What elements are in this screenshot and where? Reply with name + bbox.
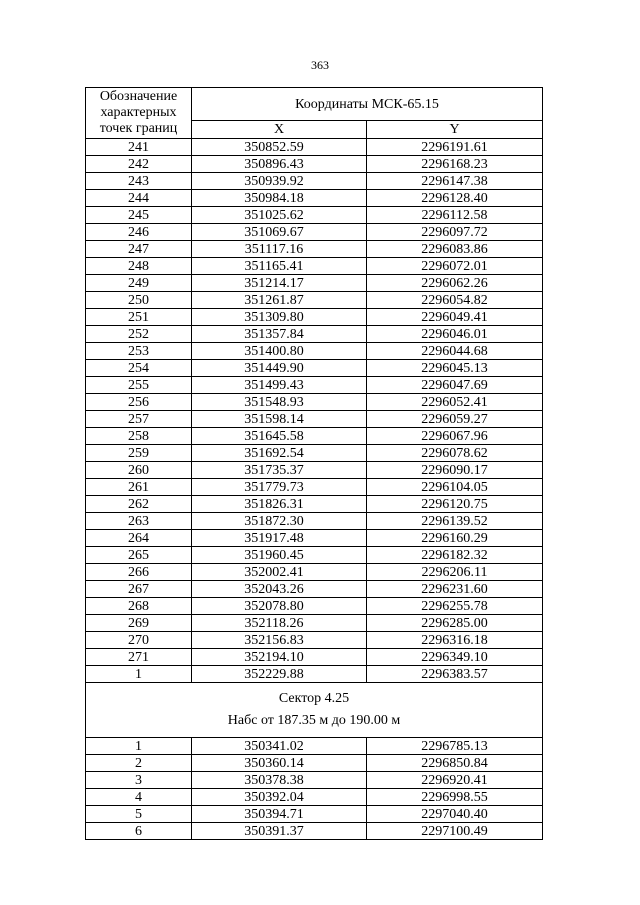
- y-value-cell: 2296147.38: [367, 173, 543, 190]
- table-row: [86, 139, 543, 156]
- point-id-cell: 251: [86, 309, 192, 326]
- table-row: [86, 530, 543, 547]
- point-id-cell: 2: [86, 755, 192, 772]
- y-value-cell: 2296090.17: [367, 462, 543, 479]
- table-row: [86, 275, 543, 292]
- table-row: [86, 343, 543, 360]
- x-value-cell: 351025.62: [192, 207, 367, 224]
- x-value-cell: 351069.67: [192, 224, 367, 241]
- table-row: [86, 772, 543, 789]
- point-id-cell: 246: [86, 224, 192, 241]
- y-value-cell: 2296104.05: [367, 479, 543, 496]
- table-row: [86, 360, 543, 377]
- x-value-cell: 351165.41: [192, 258, 367, 275]
- x-value-cell: 352078.80: [192, 598, 367, 615]
- x-value-cell: 351261.87: [192, 292, 367, 309]
- y-value-cell: 2296785.13: [367, 738, 543, 755]
- point-id-cell: 260: [86, 462, 192, 479]
- point-id-cell: 250: [86, 292, 192, 309]
- table-row: [86, 789, 543, 806]
- point-id-cell: 245: [86, 207, 192, 224]
- point-id-cell: 249: [86, 275, 192, 292]
- y-value-cell: 2296062.26: [367, 275, 543, 292]
- point-id-cell: 242: [86, 156, 192, 173]
- y-value-cell: 2297040.40: [367, 806, 543, 823]
- x-value-cell: 350852.59: [192, 139, 367, 156]
- point-id-cell: 266: [86, 564, 192, 581]
- x-value-cell: 351735.37: [192, 462, 367, 479]
- point-id-cell: 244: [86, 190, 192, 207]
- point-id-cell: 243: [86, 173, 192, 190]
- table-row: [86, 666, 543, 683]
- y-value-cell: 2296383.57: [367, 666, 543, 683]
- y-value-cell: 2296349.10: [367, 649, 543, 666]
- point-id-cell: 1: [86, 666, 192, 683]
- sector-row: [86, 683, 543, 738]
- y-value-cell: 2296049.41: [367, 309, 543, 326]
- sector-subtitle: Набс от 187.35 м до 190.00 м: [227, 713, 401, 728]
- table-row: [86, 823, 543, 840]
- point-id-cell: 248: [86, 258, 192, 275]
- y-value-cell: 2297100.49: [367, 823, 543, 840]
- rows-part2: [86, 738, 543, 840]
- table-row: [86, 496, 543, 513]
- y-value-cell: 2296046.01: [367, 326, 543, 343]
- y-value-cell: 2296067.96: [367, 428, 543, 445]
- point-id-cell: 241: [86, 139, 192, 156]
- x-value-cell: 352229.88: [192, 666, 367, 683]
- table-row: [86, 598, 543, 615]
- point-id-cell: 258: [86, 428, 192, 445]
- y-value-cell: 2296160.29: [367, 530, 543, 547]
- x-value-cell: 350939.92: [192, 173, 367, 190]
- rows-part1: [86, 139, 543, 683]
- table-row: [86, 394, 543, 411]
- x-value-cell: 351779.73: [192, 479, 367, 496]
- y-value-cell: 2296045.13: [367, 360, 543, 377]
- x-value-cell: 351214.17: [192, 275, 367, 292]
- y-value-cell: 2296206.11: [367, 564, 543, 581]
- x-value-cell: 350394.71: [192, 806, 367, 823]
- table-header: [86, 88, 543, 139]
- point-header-line-1: Обозначение: [99, 89, 178, 104]
- point-id-cell: 265: [86, 547, 192, 564]
- point-id-cell: 269: [86, 615, 192, 632]
- point-id-cell: 1: [86, 738, 192, 755]
- table-row: [86, 292, 543, 309]
- x-value-cell: 351548.93: [192, 394, 367, 411]
- y-value-cell: 2296059.27: [367, 411, 543, 428]
- point-id-cell: 268: [86, 598, 192, 615]
- point-id-cell: 256: [86, 394, 192, 411]
- table-row: [86, 462, 543, 479]
- y-value-cell: 2296139.52: [367, 513, 543, 530]
- table-row: [86, 547, 543, 564]
- x-value-cell: 351960.45: [192, 547, 367, 564]
- x-value-cell: 350896.43: [192, 156, 367, 173]
- point-id-cell: 263: [86, 513, 192, 530]
- table-row: [86, 190, 543, 207]
- table-row: [86, 326, 543, 343]
- x-value-cell: 352118.26: [192, 615, 367, 632]
- table-row: [86, 309, 543, 326]
- table-row: [86, 755, 543, 772]
- x-value-cell: 350378.38: [192, 772, 367, 789]
- point-id-cell: 5: [86, 806, 192, 823]
- y-value-cell: 2296128.40: [367, 190, 543, 207]
- x-column-header: X: [192, 121, 367, 139]
- x-value-cell: 351917.48: [192, 530, 367, 547]
- sector-cell: [86, 683, 543, 738]
- table-row: [86, 377, 543, 394]
- point-id-cell: 262: [86, 496, 192, 513]
- point-header-line-2: характерных: [100, 105, 177, 120]
- x-value-cell: 352194.10: [192, 649, 367, 666]
- point-id-cell: 259: [86, 445, 192, 462]
- coords-header: Координаты МСК-65.15: [192, 88, 543, 121]
- point-id-cell: 254: [86, 360, 192, 377]
- point-id-cell: 4: [86, 789, 192, 806]
- y-value-cell: 2296168.23: [367, 156, 543, 173]
- x-value-cell: 351598.14: [192, 411, 367, 428]
- y-value-cell: 2296112.58: [367, 207, 543, 224]
- table-row: [86, 173, 543, 190]
- point-header-line-3: точек границ: [99, 121, 178, 136]
- x-value-cell: 350392.04: [192, 789, 367, 806]
- table-row: [86, 224, 543, 241]
- y-value-cell: 2296097.72: [367, 224, 543, 241]
- point-id-cell: 252: [86, 326, 192, 343]
- point-id-cell: 247: [86, 241, 192, 258]
- table-row: [86, 445, 543, 462]
- table-row: [86, 241, 543, 258]
- table-row: [86, 156, 543, 173]
- x-value-cell: 350360.14: [192, 755, 367, 772]
- x-value-cell: 351357.84: [192, 326, 367, 343]
- x-value-cell: 351826.31: [192, 496, 367, 513]
- y-value-cell: 2296191.61: [367, 139, 543, 156]
- x-value-cell: 351449.90: [192, 360, 367, 377]
- table-row: [86, 513, 543, 530]
- page-number: 363: [311, 58, 329, 72]
- y-value-cell: 2296078.62: [367, 445, 543, 462]
- table-row: [86, 564, 543, 581]
- y-value-cell: 2296920.41: [367, 772, 543, 789]
- point-id-cell: 261: [86, 479, 192, 496]
- x-value-cell: 350391.37: [192, 823, 367, 840]
- point-id-cell: 253: [86, 343, 192, 360]
- table-row: [86, 479, 543, 496]
- y-value-cell: 2296231.60: [367, 581, 543, 598]
- x-value-cell: 350984.18: [192, 190, 367, 207]
- table-row: [86, 806, 543, 823]
- x-value-cell: 351400.80: [192, 343, 367, 360]
- x-value-cell: 351309.80: [192, 309, 367, 326]
- y-value-cell: 2296052.41: [367, 394, 543, 411]
- x-value-cell: 351117.16: [192, 241, 367, 258]
- y-value-cell: 2296316.18: [367, 632, 543, 649]
- x-value-cell: 352156.83: [192, 632, 367, 649]
- point-id-cell: 271: [86, 649, 192, 666]
- x-value-cell: 350341.02: [192, 738, 367, 755]
- table-row: [86, 258, 543, 275]
- table-row: [86, 207, 543, 224]
- y-value-cell: 2296850.84: [367, 755, 543, 772]
- y-value-cell: 2296120.75: [367, 496, 543, 513]
- y-value-cell: 2296072.01: [367, 258, 543, 275]
- y-value-cell: 2296182.32: [367, 547, 543, 564]
- x-value-cell: 351499.43: [192, 377, 367, 394]
- x-value-cell: 351692.54: [192, 445, 367, 462]
- table-row: [86, 411, 543, 428]
- sector-section: [86, 683, 543, 738]
- y-column-header: Y: [367, 121, 543, 139]
- y-value-cell: 2296255.78: [367, 598, 543, 615]
- point-id-cell: 267: [86, 581, 192, 598]
- coordinates-table: [85, 87, 543, 840]
- point-id-cell: 270: [86, 632, 192, 649]
- y-value-cell: 2296083.86: [367, 241, 543, 258]
- y-value-cell: 2296044.68: [367, 343, 543, 360]
- x-value-cell: 352002.41: [192, 564, 367, 581]
- point-id-cell: 255: [86, 377, 192, 394]
- y-value-cell: 2296998.55: [367, 789, 543, 806]
- x-value-cell: 351872.30: [192, 513, 367, 530]
- point-id-cell: 264: [86, 530, 192, 547]
- x-value-cell: 351645.58: [192, 428, 367, 445]
- y-value-cell: 2296047.69: [367, 377, 543, 394]
- y-value-cell: 2296054.82: [367, 292, 543, 309]
- point-id-cell: 257: [86, 411, 192, 428]
- sector-title: Сектор 4.25: [278, 691, 350, 706]
- y-value-cell: 2296285.00: [367, 615, 543, 632]
- point-column-header: [86, 88, 192, 139]
- table-row: [86, 738, 543, 755]
- x-value-cell: 352043.26: [192, 581, 367, 598]
- point-id-cell: 6: [86, 823, 192, 840]
- point-id-cell: 3: [86, 772, 192, 789]
- table-row: [86, 581, 543, 598]
- table-row: [86, 428, 543, 445]
- table-row: [86, 615, 543, 632]
- table-row: [86, 632, 543, 649]
- table-row: [86, 649, 543, 666]
